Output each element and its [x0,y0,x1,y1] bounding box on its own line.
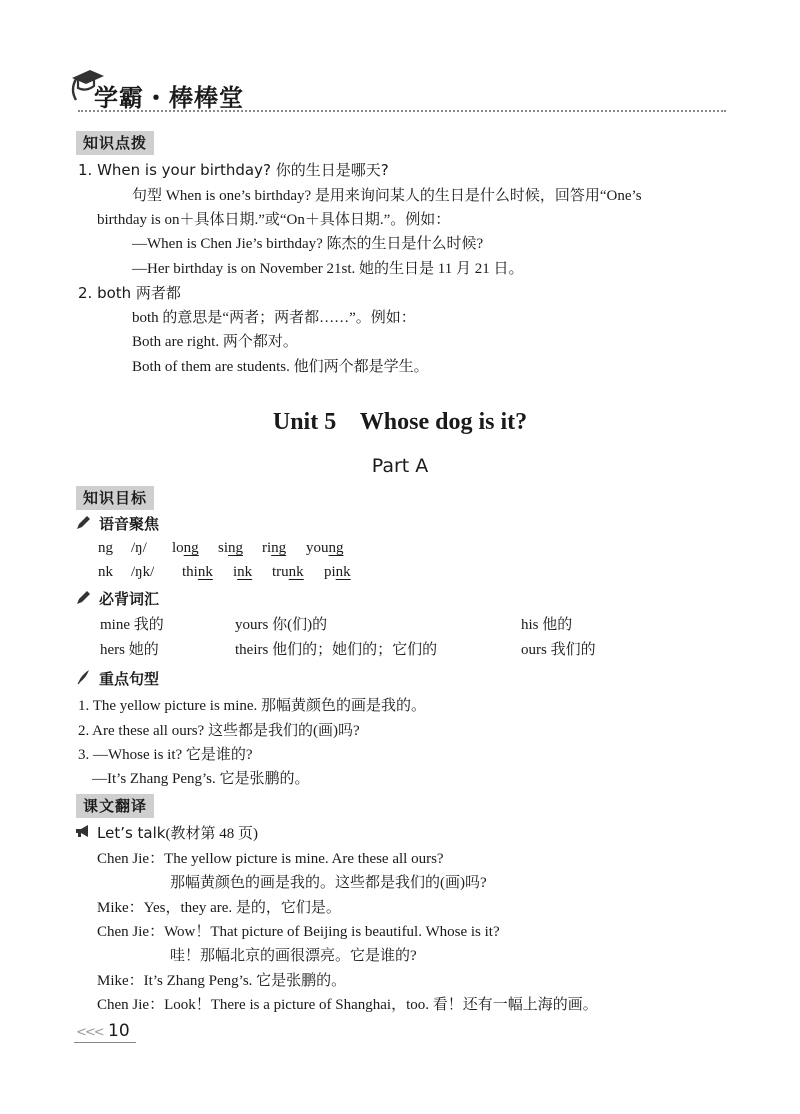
sentence-1: 1. The yellow picture is mine. 那幅黄颜色的画是我的。 [78,698,427,714]
page-arrows: <<< [76,1025,103,1040]
phonics-word: trunk [272,564,304,580]
knowledge-item-2-line-1: both 的意思是“两者；两者都……”。例如： [132,310,416,326]
footer-rule [74,1042,136,1043]
phonics-sound: ng [98,540,113,556]
knowledge-item-2-heading: 2. both 两者都 [78,284,181,302]
dialogue-translation: 那幅黄颜色的画是我的。这些都是我们的(画)吗? [170,875,487,891]
dialogue-line: Mike：It’s Zhang Peng’s. 它是张鹏的。 [97,973,347,989]
phonics-word: long [172,540,199,556]
page-number: 10 [108,1021,130,1041]
knowledge-item-1-example-2: —Her birthday is on November 21st. 她的生日是 11 月 21 日。 [132,261,524,277]
knowledge-item-1-para-line-1: 句型 When is one’s birthday? 是用来询问某人的生日是什么时候，回答用“One’s [132,188,642,204]
dialogue-line: Chen Jie：Look！There is a picture of Shanghai，too. 看！还有一幅上海的画。 [97,997,598,1013]
vocab-item: mine 我的 [100,617,164,633]
dialogue-line: Chen Jie：The yellow picture is mine. Are these all ours? [97,851,444,867]
pen-icon [74,589,92,607]
dialogue-line: Mike：Yes，they are. 是的，它们是。 [97,900,341,916]
phonics-ipa: /ŋ/ [131,540,147,556]
vocab-item: his 他的 [521,617,573,633]
knowledge-item-2-line-2: Both are right. 两个都对。 [132,334,298,350]
header-divider [78,110,726,112]
sentence-3-answer: —It’s Zhang Peng’s. 它是张鹏的。 [92,771,310,787]
unit-title: Unit 5 Whose dog is it? [272,409,528,435]
pen-icon [74,514,92,532]
vocab-item: theirs 他们的；她们的；它们的 [235,642,438,658]
vocab-item: ours 我们的 [521,642,596,658]
phonics-word: pink [324,564,351,580]
phonics-word: ring [262,540,287,556]
section-label-goals: 知识目标 [76,486,154,510]
section-label-knowledge: 知识点拨 [76,131,154,155]
section-label-translation: 课文翻译 [76,794,154,818]
knowledge-item-1-para-line-2: birthday is on＋具体日期.”或“On＋具体日期.”。例如： [97,212,451,228]
part-title: Part A [371,455,429,477]
quill-icon [76,668,92,686]
knowledge-item-2-line-3: Both of them are students. 他们两个都是学生。 [132,359,429,375]
phonics-word: young [306,540,344,556]
phonics-word: sing [218,540,244,556]
phonics-heading: 语音聚焦 [99,515,160,533]
phonics-sound: nk [98,564,113,580]
knowledge-item-1-heading: 1. When is your birthday? 你的生日是哪天? [78,161,389,179]
sentences-heading: 重点句型 [99,670,160,688]
phonics-ipa: /ŋk/ [131,564,155,580]
vocab-heading: 必背词汇 [99,590,160,608]
phonics-word: think [182,564,213,580]
talk-heading: Let’s talk(教材第 48 页) [97,824,258,842]
vocab-item: hers 她的 [100,642,159,658]
vocab-item: yours 你(们)的 [235,617,328,633]
header-title: 学霸・棒棒堂 [94,84,244,112]
knowledge-item-1-example-1: —When is Chen Jie’s birthday? 陈杰的生日是什么时候? [132,236,484,252]
megaphone-icon [74,823,92,839]
dialogue-line: Chen Jie：Wow！That picture of Beijing is beautiful. Whose is it? [97,924,500,940]
dialogue-translation: 哇！那幅北京的画很漂亮。它是谁的? [170,948,417,964]
sentence-3: 3. —Whose is it? 它是谁的? [78,747,253,763]
phonics-word: ink [233,564,253,580]
sentence-2: 2. Are these all ours? 这些都是我们的(画)吗? [78,723,360,739]
